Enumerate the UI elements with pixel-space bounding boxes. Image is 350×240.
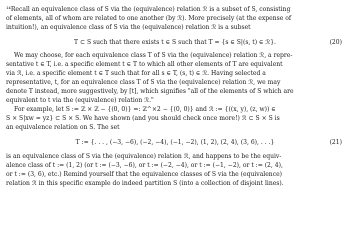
text-line: representative, t, for an equivalence class T of S via the (equivalence) relation ℛ, we may [6, 79, 281, 86]
text-line: via ℛ, i.e. a specific element t ∈ T such that for all s ∈ T, (s, t) ∈ ℛ. Having selected a [6, 70, 266, 77]
text-line: sentative t ∈ T, i.e. a specific element t ∈ T to which all other elements of T are equivalent [6, 61, 283, 68]
text-line: is an equivalence class of S via the (equivalence) relation ℛ, and happens to be the equiv- [6, 153, 282, 160]
text-line: or t := (3, 6), etc.) Remind yourself that the equivalence classes of S via the (equivalence) [6, 171, 283, 178]
text-line: denote T instead, more suggestively, by [t], which signifies "all of the elements of S which are [6, 88, 294, 95]
equation-number-20: (20) [329, 39, 342, 46]
text-line: S × S|xw = yz} ⊂ S × S. We have shown (and you should check once more!) ℛ ⊂ S × S is [6, 115, 280, 122]
text-line: equivalent to t via the (equivalence) relation ℛ." [6, 97, 154, 104]
text-line: For example, let S := ℤ × ℤ − {(0, 0)} =: ℤ^×2 − {(0, 0)} and ℛ := {((x, y), (z, w)) ∈ [14, 106, 276, 113]
text-line: an equivalence relation on S. The set [6, 124, 120, 131]
equation-number-21: (21) [329, 139, 342, 146]
text-line: ¹⁴Recall an equivalence class of S via the (equivalence) relation ℛ is a subset of S, consisting [6, 6, 291, 13]
equation-21: T := {. . . , (−3, −6), (−2, −4), (−1, −2), (1, 2), (2, 4), (3, 6), . . .} [75, 139, 275, 146]
text-line: We may choose, for each equivalence class T of S via the (equivalence) relation ℛ, a repre- [14, 52, 293, 59]
text-line: of elements, all of whom are related to one another (by ℛ). More precisely (at the expense of [6, 15, 292, 22]
equation-20: T ⊂ S such that there exists t ∈ S such that T = {s ∈ S|(s, t) ∈ ℛ}. [74, 39, 276, 46]
text-line: intuition!), an equivalence class of S via the (equivalence) relation ℛ is a subset [6, 24, 251, 31]
text-line: relation ℛ in this specific example do indeed partition S (into a collection of disjoint lines). [6, 180, 284, 187]
text-line: alence class of t := (1, 2) (or t := (−3, −6), or t := (−2, −4), or t := (−1, −2), or t := (2, 4), [6, 162, 283, 169]
